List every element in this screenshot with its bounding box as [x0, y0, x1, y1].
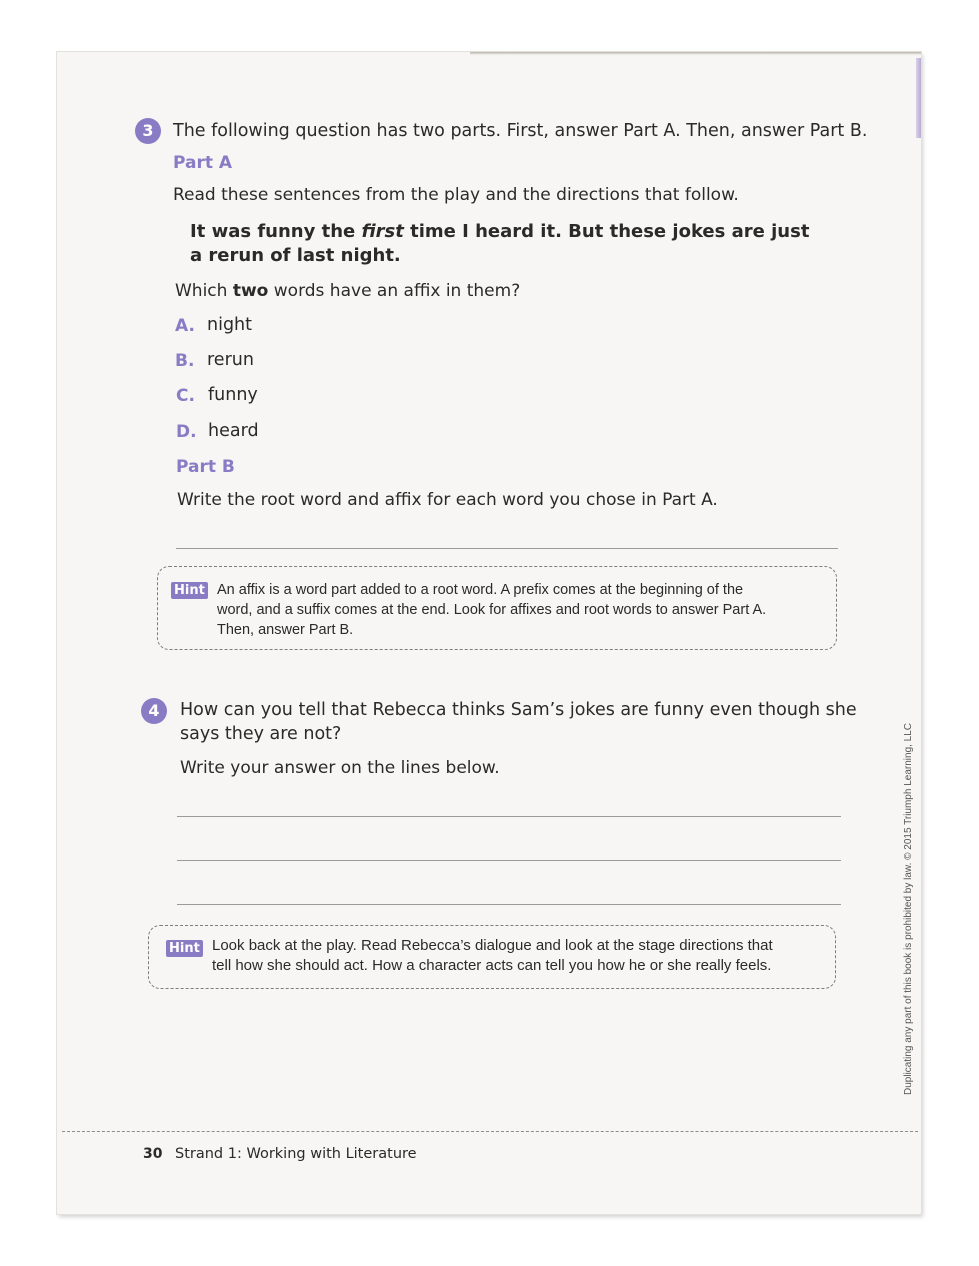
- prompt-line: says they are not?: [180, 724, 342, 744]
- copyright-notice: Duplicating any part of this book is prohibited by law. © 2015 Triumph Learning, LLC: [903, 722, 914, 1095]
- part-a-label: Part A: [173, 153, 233, 173]
- play-quote-line-2: a rerun of last night.: [190, 245, 401, 266]
- choice-d-letter[interactable]: D.: [176, 422, 197, 442]
- quote-emphasis: first: [361, 221, 404, 242]
- choice-b-letter[interactable]: B.: [175, 351, 195, 371]
- hint-line: An affix is a word part added to a root word. A prefix comes at the beginning of the: [217, 582, 744, 598]
- question-4-prompt: [180, 698, 857, 746]
- question-4-instruction: Write your answer on the lines below.: [180, 758, 500, 778]
- question-3-prompt: The following question has two parts. First, answer Part A. Then, answer Part B.: [173, 121, 868, 141]
- question-text-bold: two: [232, 281, 269, 301]
- part-b-label: Part B: [176, 457, 235, 477]
- answer-line-3[interactable]: [177, 904, 841, 905]
- choice-d-text[interactable]: heard: [208, 421, 259, 441]
- question-4-hint-badge: Hint: [166, 940, 203, 957]
- choice-a-text[interactable]: night: [207, 315, 253, 335]
- question-4-hint-text: [212, 936, 773, 976]
- answer-line-1[interactable]: [177, 816, 841, 817]
- part-a-question: [175, 281, 520, 301]
- hint-line: word, and a suffix comes at the end. Look for affixes and root words to answer Part A.: [217, 602, 767, 618]
- choice-b-text[interactable]: rerun: [207, 350, 254, 370]
- play-quote-line-1: [190, 220, 809, 244]
- quote-text-before: It was funny the: [190, 221, 362, 242]
- hint-line: tell how she should act. How a character acts can tell you how he or she really feels.: [212, 957, 772, 974]
- part-b-instruction: Write the root word and affix for each word you chose in Part A.: [177, 490, 718, 510]
- part-b-answer-line[interactable]: [176, 548, 838, 549]
- question-3-number-badge: 3: [135, 118, 161, 144]
- question-3-hint-text: [217, 580, 766, 640]
- choice-a-letter[interactable]: A.: [175, 316, 195, 336]
- answer-line-2[interactable]: [177, 860, 841, 861]
- strand-title: Strand 1: Working with Literature: [175, 1146, 417, 1162]
- page-edge-tint: [916, 58, 921, 138]
- choice-c-text[interactable]: funny: [208, 385, 258, 405]
- quote-text-after: time I heard it. But these jokes are just: [403, 221, 810, 242]
- choice-c-letter[interactable]: C.: [176, 386, 195, 406]
- question-3-hint-badge: Hint: [171, 582, 208, 599]
- question-text-before: Which: [175, 281, 233, 301]
- page-edge-shadow: [470, 52, 921, 55]
- page-number: 30: [143, 1146, 163, 1162]
- question-text-after: words have an affix in them?: [268, 281, 521, 301]
- hint-line: Then, answer Part B.: [217, 622, 354, 638]
- hint-line: Look back at the play. Read Rebecca’s dialogue and look at the stage directions that: [212, 937, 773, 954]
- prompt-line: How can you tell that Rebecca thinks Sam’s jokes are funny even though she: [180, 700, 857, 720]
- footer-divider: [62, 1131, 918, 1132]
- part-a-instruction: Read these sentences from the play and the directions that follow.: [173, 185, 739, 205]
- question-4-number-badge: 4: [141, 698, 167, 724]
